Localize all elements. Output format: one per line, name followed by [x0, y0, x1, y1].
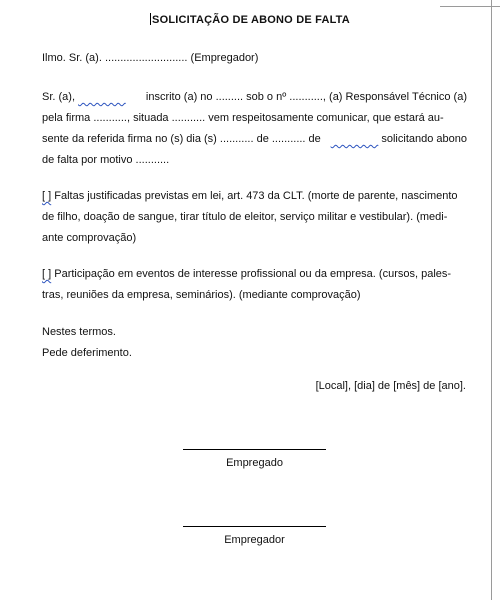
spelling-mark	[331, 133, 379, 145]
paragraph-1-line-4: de falta por motivo ...........	[42, 154, 170, 166]
signature-line-employee	[183, 449, 326, 450]
document-title-text: SOLICITAÇÃO DE ABONO DE FALTA	[152, 14, 350, 26]
checkbox-placeholder: [ ]	[42, 268, 52, 280]
text-cursor	[150, 13, 151, 25]
paragraph-1-line-1	[42, 87, 467, 108]
p3-line1-text: Participação em eventos de interesse profissional ou da empresa. (cursos, pales-	[54, 268, 452, 280]
page-corner	[440, 0, 500, 7]
paragraph-2-line-1	[42, 186, 467, 207]
closing-line-2: Pede deferimento.	[42, 347, 132, 359]
p1-line1-rest: inscrito (a) no ......... sob o nº ..........., (a) Responsável Técnico (a)	[145, 91, 467, 103]
document-title	[0, 13, 500, 26]
paragraph-2-line-2: de filho, doação de sangue, tirar título de eleitor, serviço militar e vestibular). (medi-	[42, 211, 448, 223]
paragraph-3-line-1	[42, 264, 467, 285]
p2-line1-text: Faltas justificadas previstas em lei, art. 473 da CLT. (morte de parente, nascimento	[54, 190, 458, 202]
salutation: Ilmo. Sr. (a). ........................... (Empregador)	[42, 52, 259, 64]
p1-line3-end	[331, 129, 467, 150]
signature-label-employer: Empregador	[224, 534, 285, 546]
p1-line1-start	[42, 87, 126, 108]
place-date-line: [Local], [dia] de [mês] de [ano].	[315, 380, 466, 392]
p1-line3-rest: solicitando abono	[381, 133, 467, 145]
signature-line-employer	[183, 526, 326, 527]
spelling-mark	[78, 91, 126, 103]
p1-line1-prefix: Sr. (a),	[42, 91, 76, 103]
paragraph-2-line-3: ante comprovação)	[42, 232, 137, 244]
signature-label-employee: Empregado	[226, 457, 283, 469]
paragraph-1-line-2: pela firma ..........., situada ........... vem respeitosamente comunicar, que estará au-	[42, 112, 444, 124]
paragraph-1-line-3	[42, 129, 467, 150]
checkbox-placeholder: [ ]	[42, 190, 52, 202]
closing-line-1: Nestes termos.	[42, 326, 116, 338]
page-edge	[491, 0, 500, 600]
paragraph-3-line-2: tras, reuniões da empresa, seminários). (mediante comprovação)	[42, 289, 361, 301]
p1-line3-start: sente da referida firma no (s) dia (s) ........... de ........... de	[42, 133, 321, 145]
